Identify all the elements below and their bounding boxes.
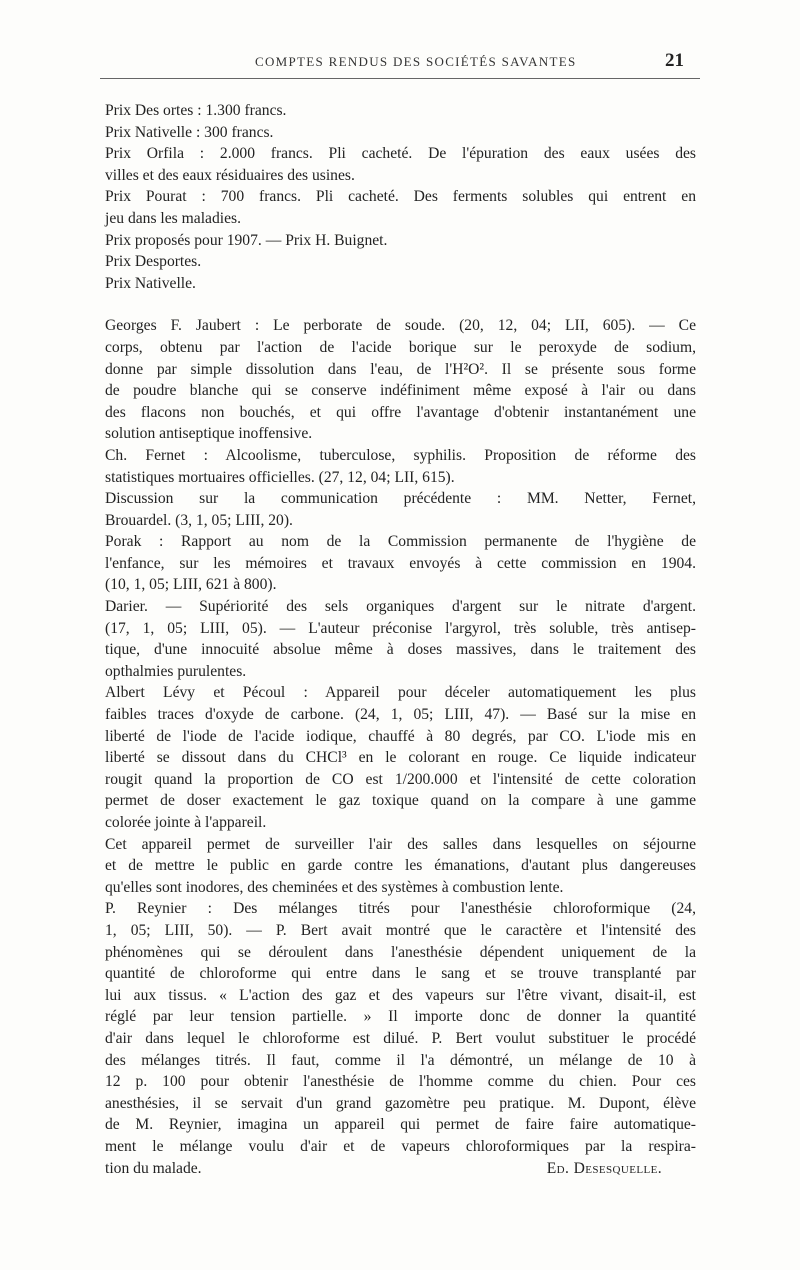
text-line: Prix Des ortes : 1.300 francs. bbox=[105, 102, 287, 119]
prize-item bbox=[105, 122, 696, 144]
prize-item bbox=[105, 143, 696, 186]
section-gap bbox=[105, 294, 696, 315]
text-line: des flacons non bouchés, et qui offre l'avantage d'obtenir instantanément une bbox=[105, 403, 696, 421]
text-line: de poudre blanche qui se conserve indéfiniment même exposé à l'air ou dans bbox=[105, 382, 696, 400]
text-line: anesthésies, il se servait d'un grand gazomètre peu pratique. M. Dupont, élève bbox=[105, 1094, 696, 1112]
text-line: d'air dans lequel le chloroforme est dilué. P. Bert voulut substituer le procédé bbox=[105, 1029, 696, 1047]
prize-item bbox=[105, 273, 696, 295]
prize-item bbox=[105, 100, 696, 122]
text-line: Prix Pourat : 700 francs. Pli cacheté. Des ferments solubles qui entrent en bbox=[105, 188, 696, 206]
text-line: tion du malade. bbox=[105, 1159, 202, 1177]
text-line: Cet appareil permet de surveiller l'air des salles dans lesquelles on séjourne bbox=[105, 835, 696, 853]
text-line: l'enfance, sur les mémoires et travaux envoyés à cette commission en 1904. bbox=[105, 554, 696, 572]
text-line: Brouardel. (3, 1, 05; LIII, 20). bbox=[105, 511, 293, 529]
text-line: phénomènes qui se déroulent dans l'anesthésie dépendent uniquement de la bbox=[105, 943, 696, 961]
text-line: quantité de chloroforme qui entre dans le sang et se trouve transplanté par bbox=[105, 965, 696, 983]
text-line: Prix Nativelle. bbox=[105, 274, 196, 292]
entry-levy-pecoul-cont bbox=[105, 834, 696, 899]
text-line: opthalmies purulentes. bbox=[105, 662, 247, 680]
text-line: colorée jointe à l'appareil. bbox=[105, 814, 267, 831]
text-line: 12 p. 100 pour obtenir l'anesthésie de l'homme comme du chien. Pour ces bbox=[105, 1073, 696, 1091]
text-line: donne par simple dissolution dans l'eau, de l'H²O². Il se présente sous forme bbox=[105, 360, 696, 378]
text-line: rougit quand la proportion de CO est 1/200.000 et l'intensité de cette coloration bbox=[105, 770, 696, 788]
text-line: faibles traces d'oxyde de carbone. (24, 1, 05; LIII, 47). — Basé sur la mise en bbox=[105, 706, 696, 724]
text-line: solution antiseptique inoffensive. bbox=[105, 425, 313, 443]
text-line: des mélanges titrés. Il faut, comme il l'a démontré, un mélange de 10 à bbox=[105, 1051, 696, 1069]
text-line: Darier. — Supériorité des sels organiques d'argent sur le nitrate d'argent. bbox=[105, 598, 696, 616]
running-head: COMPTES RENDUS DES SOCIÉTÉS SAVANTES bbox=[255, 54, 577, 69]
prize-item bbox=[105, 186, 696, 229]
prize-heading bbox=[105, 230, 696, 252]
page-number: 21 bbox=[665, 50, 684, 71]
entry-porak bbox=[105, 531, 696, 596]
text-line: Prix proposés pour 1907. — Prix H. Buignet. bbox=[105, 231, 388, 249]
text-line: Georges F. Jaubert : Le perborate de soude. (20, 12, 04; LII, 605). — Ce bbox=[105, 317, 696, 335]
page-body bbox=[105, 100, 696, 1179]
text-line: qu'elles sont inodores, des cheminées et des systèmes à combustion lente. bbox=[105, 878, 564, 896]
prize-item bbox=[105, 251, 696, 273]
text-line: réglé par leur tension partielle. » Il importe donc de donner la quantité bbox=[105, 1008, 696, 1026]
text-line: tique, d'une innocuité absolue même à doses massives, dans le traitement des bbox=[105, 641, 696, 659]
text-line: Porak : Rapport au nom de la Commission permanente de l'hygiène de bbox=[105, 533, 696, 551]
text-line: de M. Reynier, imagina un appareil qui permet de faire faire automatique- bbox=[105, 1116, 696, 1134]
author-signature: Ed. Desesquelle. bbox=[546, 1159, 662, 1177]
text-line: statistiques mortuaires officielles. (27, 12, 04; LII, 615). bbox=[105, 468, 455, 486]
text-line: Prix Nativelle : 300 francs. bbox=[105, 123, 274, 141]
text-line: 1, 05; LIII, 50). — P. Bert avait montré que le caractère et l'intensité des bbox=[105, 921, 696, 939]
text-line: Prix Orfila : 2.000 francs. Pli cacheté. De l'épuration des eaux usées des bbox=[105, 145, 696, 163]
text-line: (10, 1, 05; LIII, 621 à 800). bbox=[105, 576, 277, 594]
text-line: liberté se dissout dans du CHCl³ en le colorant en rouge. Ce liquide indicateur bbox=[105, 749, 696, 767]
text-line: P. Reynier : Des mélanges titrés pour l'anesthésie chloroformique (24, bbox=[105, 900, 696, 918]
text-line: liberté de l'iode de l'acide iodique, chauffé à 80 degrés, par CO. L'iode mis en bbox=[105, 727, 696, 745]
text-line: jeu dans les maladies. bbox=[105, 209, 241, 227]
text-line: ment le mélange voulu d'air et de vapeurs chloroformiques par la respira- bbox=[105, 1137, 696, 1155]
page-header bbox=[100, 50, 700, 76]
text-line: Discussion sur la communication précédente : MM. Netter, Fernet, bbox=[105, 490, 696, 508]
text-line: villes et des eaux résiduaires des usines. bbox=[105, 166, 355, 184]
text-line: lui aux tissus. « L'action des gaz et des vapeurs sur l'être vivant, disait-il, est bbox=[105, 986, 696, 1004]
text-line: corps, obtenu par l'action de l'acide borique sur le peroxyde de sodium, bbox=[105, 338, 696, 356]
entry-discussion bbox=[105, 488, 696, 531]
text-line: Prix Desportes. bbox=[105, 253, 202, 271]
text-line: Albert Lévy et Pécoul : Appareil pour déceler automatiquement les plus bbox=[105, 684, 696, 702]
header-rule bbox=[100, 78, 700, 79]
entry-reynier bbox=[105, 898, 696, 1157]
text-line: (17, 1, 05; LIII, 05). — L'auteur préconise l'argyrol, très soluble, très antisep- bbox=[105, 619, 696, 637]
closing-line bbox=[105, 1158, 696, 1180]
entry-jaubert bbox=[105, 315, 696, 445]
text-line: et de mettre le public en garde contre les émanations, d'autant plus dangereuses bbox=[105, 857, 696, 875]
text-line: permet de doser exactement le gaz toxique quand on la compare à une gamme bbox=[105, 792, 696, 810]
entry-darier bbox=[105, 596, 696, 682]
text-line: Ch. Fernet : Alcoolisme, tuberculose, syphilis. Proposition de réforme des bbox=[105, 446, 696, 464]
entry-levy-pecoul bbox=[105, 682, 696, 833]
entry-fernet bbox=[105, 445, 696, 488]
